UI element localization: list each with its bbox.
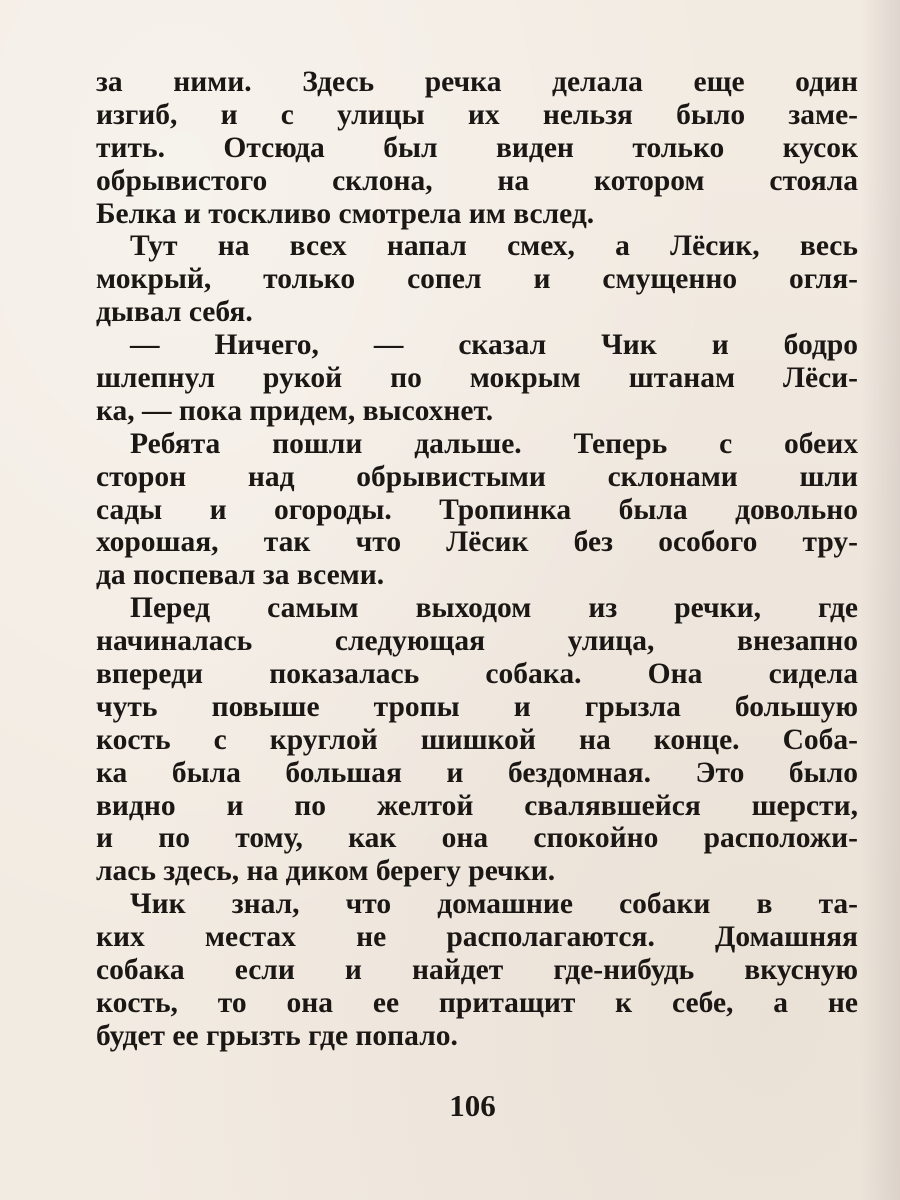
text-line: чуть повыше тропы и грызла большую bbox=[96, 690, 858, 723]
text-line: ких местах не располагаются. Домашняя bbox=[96, 921, 858, 954]
text-line: да поспевал за всеми. bbox=[96, 559, 385, 592]
text-line: будет ее грызть где попало. bbox=[96, 1019, 458, 1052]
text-line: Тут на всех напал смех, а Лёсик, весь bbox=[130, 230, 858, 263]
text-line: кость, то она ее притащит к себе, а не bbox=[96, 986, 858, 1019]
text-line: и по тому, как она спокойно расположи- bbox=[96, 822, 858, 855]
text-line: тить. Отсюда был виден только кусок bbox=[96, 131, 858, 164]
text-line: видно и по желтой свалявшейся шерсти, bbox=[96, 789, 858, 822]
text-line: впереди показалась собака. Она сидела bbox=[96, 658, 858, 691]
page-number: 106 bbox=[449, 1088, 496, 1123]
text-line: Перед самым выходом из речки, где bbox=[130, 592, 858, 625]
text-line: Ребята пошли дальше. Теперь с обеих bbox=[130, 427, 858, 460]
text-line: ка, — пока придем, высохнет. bbox=[96, 394, 494, 427]
text-line: сады и огороды. Тропинка была довольно bbox=[96, 493, 858, 526]
text-line: кость с круглой шишкой на конце. Соба- bbox=[96, 723, 858, 756]
text-line: шлепнул рукой по мокрым штанам Лёси- bbox=[96, 362, 858, 395]
text-line: ка была большая и бездомная. Это было bbox=[96, 756, 858, 789]
text-line: изгиб, и с улицы их нельзя было заме- bbox=[96, 98, 858, 131]
text-line: лась здесь, на диком берегу речки. bbox=[96, 855, 556, 888]
text-line: дывал себя. bbox=[96, 296, 253, 329]
text-line: мокрый, только сопел и смущенно огля- bbox=[96, 263, 858, 296]
text-line: собака если и найдет где-нибудь вкусную bbox=[96, 954, 858, 987]
text-line: — Ничего, — сказал Чик и бодро bbox=[130, 329, 858, 362]
text-line: Белка и тоскливо смотрела им вслед. bbox=[96, 197, 595, 230]
text-line: начиналась следующая улица, внезапно bbox=[96, 625, 858, 658]
text-line: за ними. Здесь речка делала еще один bbox=[96, 66, 858, 98]
text-line: обрывистого склона, на котором стояла bbox=[96, 164, 858, 197]
text-line: хорошая, так что Лёсик без особого тру- bbox=[96, 526, 858, 559]
text-line: Чик знал, что домашние собаки в та- bbox=[130, 888, 858, 921]
text-line: сторон над обрывистыми склонами шли bbox=[96, 460, 858, 493]
body-text bbox=[96, 66, 858, 1053]
